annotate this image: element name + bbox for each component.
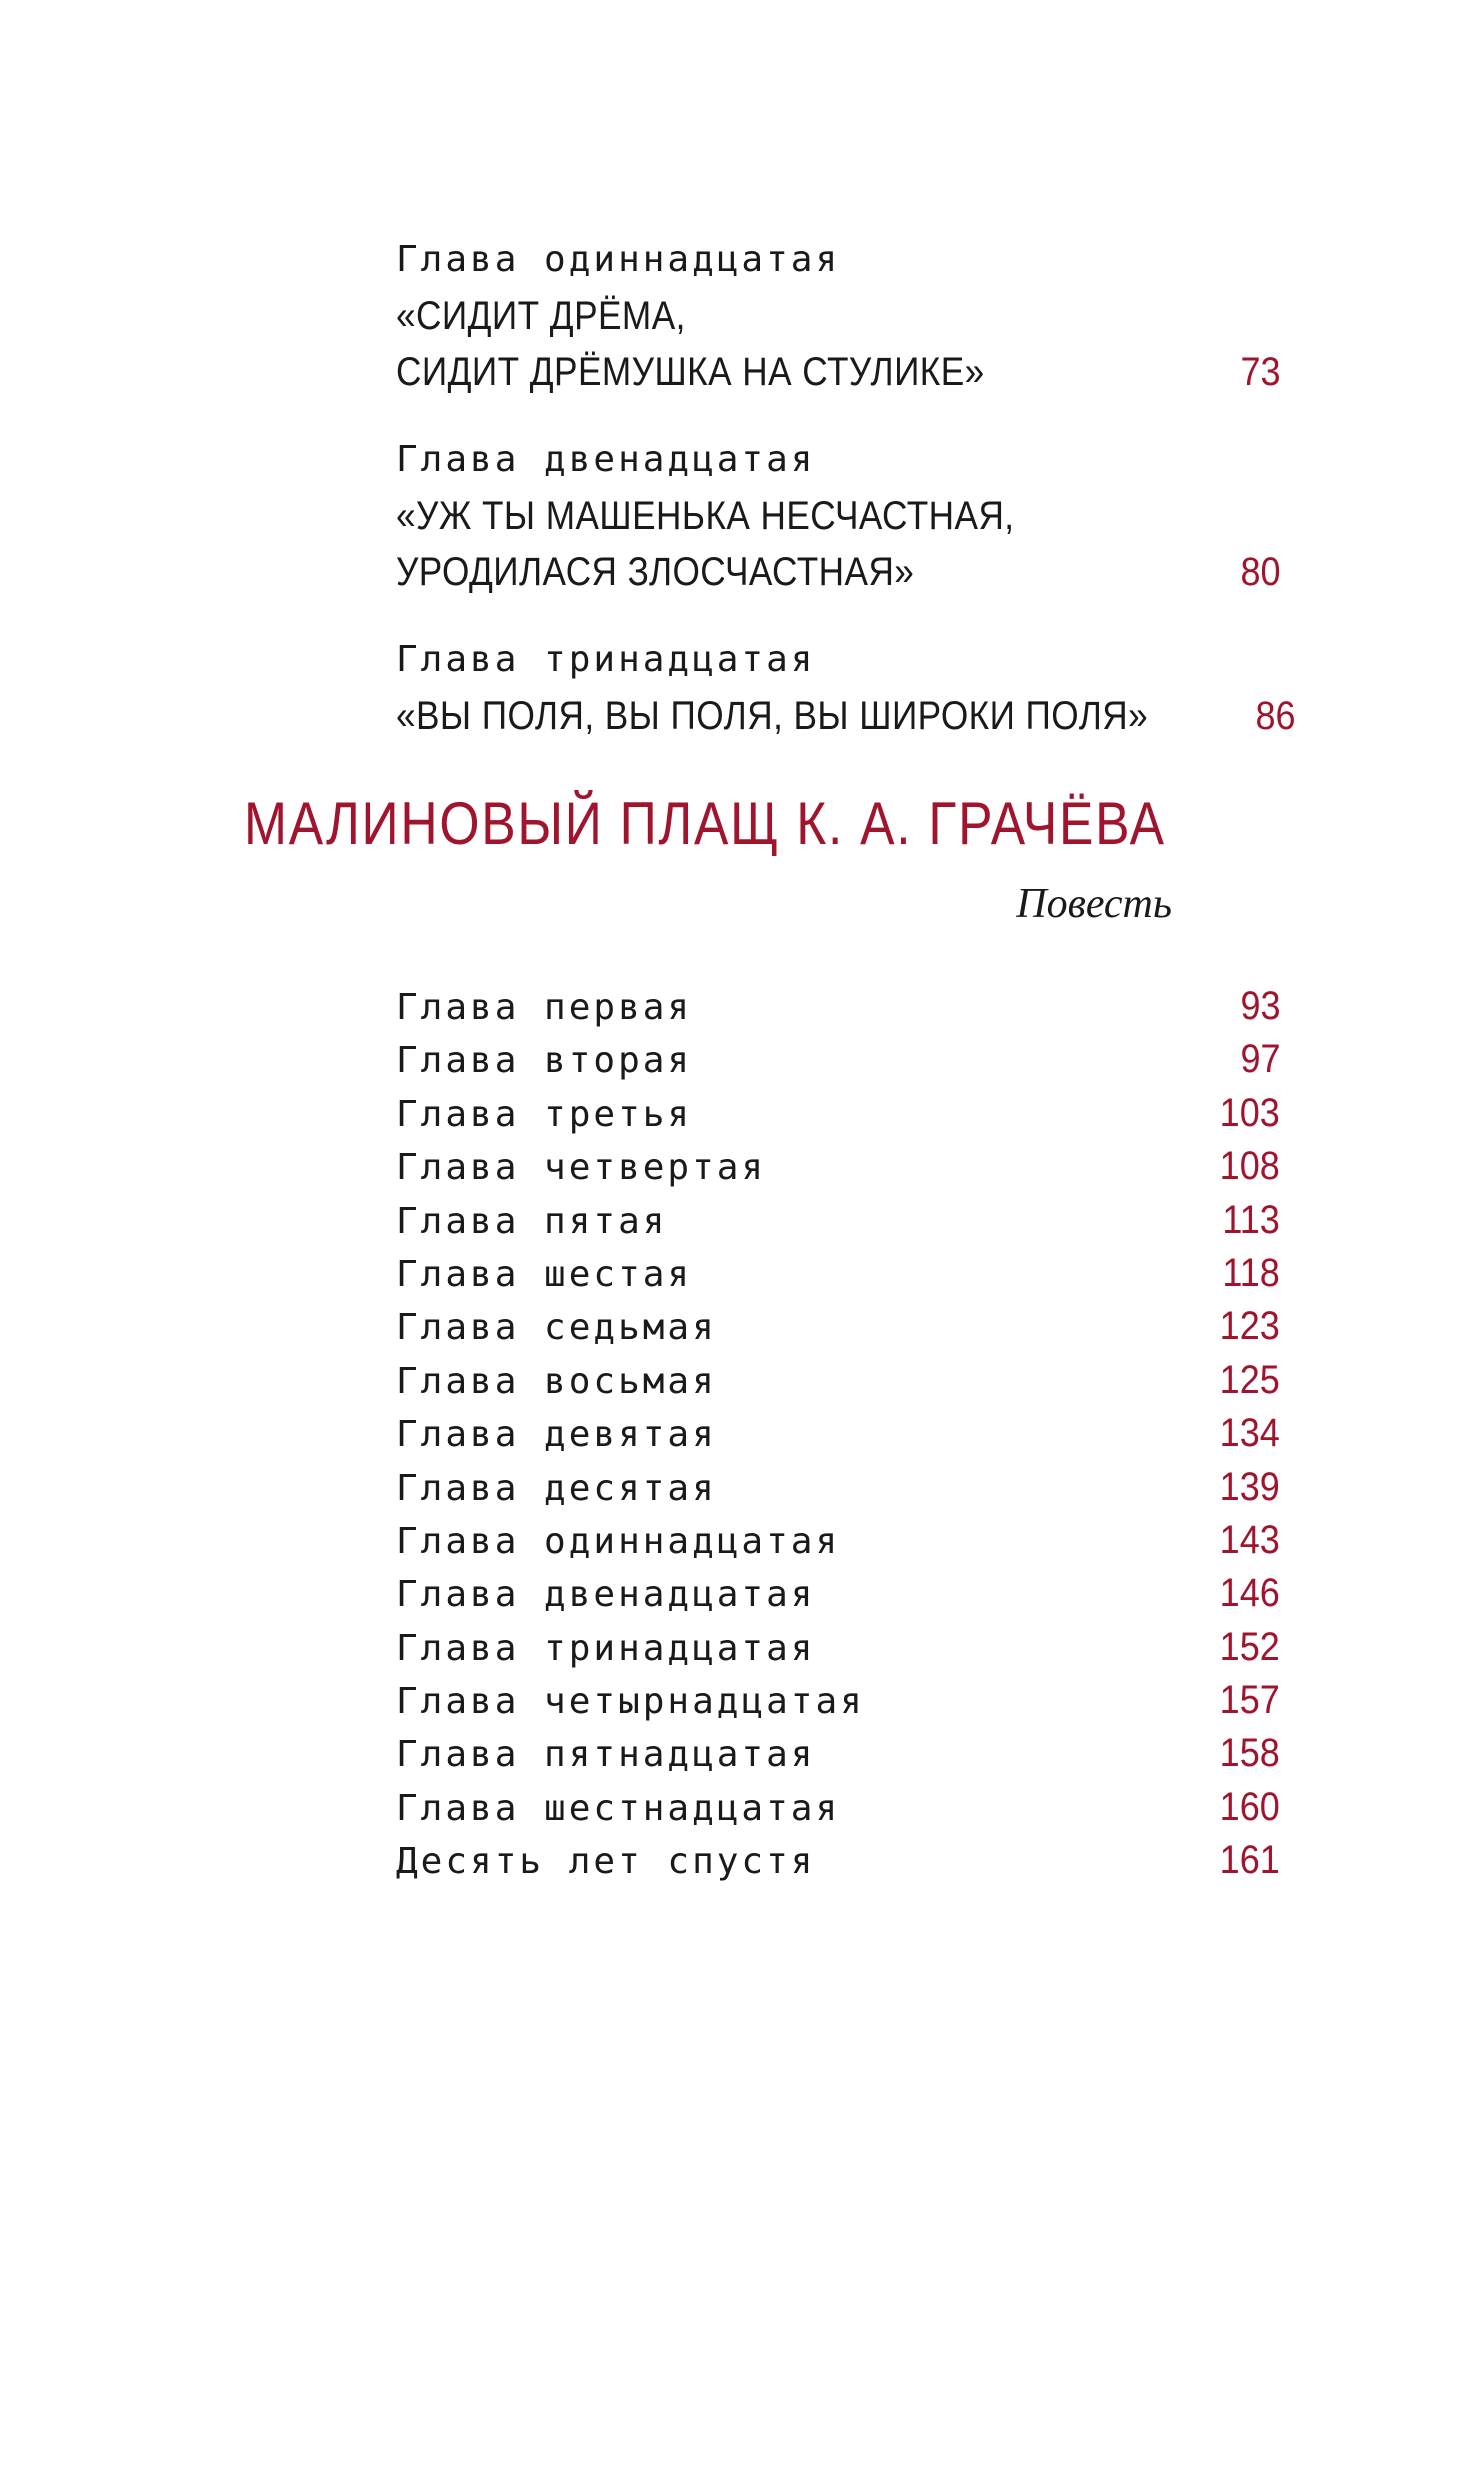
page-number: 158 xyxy=(1219,1731,1280,1776)
section-subtitle: Повесть xyxy=(1016,881,1172,927)
chapter-label: Глава первая xyxy=(396,987,693,1028)
toc-entry-chapter-11[interactable] xyxy=(396,232,1280,400)
chapter-title-line: УРОДИЛАСЯ ЗЛОСЧАСТНАЯ» xyxy=(396,550,915,594)
page-number: 157 xyxy=(1219,1678,1280,1723)
page-number: 139 xyxy=(1219,1464,1280,1509)
chapter-label: Глава десятая xyxy=(396,1467,717,1509)
toc-row[interactable] xyxy=(396,1674,1280,1727)
chapter-label: Глава двенадцатая xyxy=(396,439,816,480)
toc-row[interactable] xyxy=(396,1567,1280,1620)
page-number: 113 xyxy=(1222,1197,1280,1242)
toc-row[interactable] xyxy=(396,1140,1280,1193)
page-number: 80 xyxy=(1239,550,1280,594)
chapter-label: Глава седьмая xyxy=(396,1307,717,1349)
page-number: 103 xyxy=(1219,1090,1280,1135)
toc-row[interactable] xyxy=(396,1194,1280,1247)
previous-work-toc xyxy=(396,232,1296,776)
page-number: 125 xyxy=(1219,1357,1280,1402)
chapter-label: Глава пятая xyxy=(396,1200,668,1242)
chapter-label: Десять лет спустя xyxy=(396,1841,816,1883)
toc-row[interactable] xyxy=(396,1621,1280,1674)
chapter-label: Глава девятая xyxy=(396,1414,717,1456)
chapter-title-line: «СИДИТ ДРЁМА, xyxy=(396,294,686,338)
chapter-label: Глава третья xyxy=(396,1093,693,1135)
toc-entry-chapter-12[interactable] xyxy=(396,432,1280,600)
page-number: 123 xyxy=(1219,1304,1280,1349)
chapter-label: Глава четвертая xyxy=(396,1147,767,1189)
toc-row[interactable] xyxy=(396,1247,1280,1300)
toc-row[interactable] xyxy=(396,1087,1280,1140)
section-title: МАЛИНОВЫЙ ПЛАЩ К. А. ГРАЧЁВА xyxy=(244,790,1166,857)
page-number: 160 xyxy=(1219,1784,1280,1829)
toc-row[interactable] xyxy=(396,1514,1280,1567)
page-number: 118 xyxy=(1222,1250,1280,1295)
chapter-label: Глава шестнадцатая xyxy=(396,1787,841,1829)
chapter-title-line: «ВЫ ПОЛЯ, ВЫ ПОЛЯ, ВЫ ШИРОКИ ПОЛЯ» xyxy=(396,694,1149,738)
toc-row[interactable] xyxy=(396,980,1280,1033)
title-row xyxy=(396,288,1280,344)
page-number: 161 xyxy=(1219,1838,1280,1883)
toc-row[interactable] xyxy=(396,1727,1280,1780)
page-number: 97 xyxy=(1239,1037,1280,1082)
chapter-label: Глава четырнадцатая xyxy=(396,1681,865,1723)
toc-row[interactable] xyxy=(396,1461,1280,1514)
title-row xyxy=(396,344,1280,400)
chapter-label: Глава вторая xyxy=(396,1040,693,1082)
chapter-label: Глава тринадцатая xyxy=(396,639,816,680)
toc-row[interactable] xyxy=(396,1407,1280,1460)
page-number: 108 xyxy=(1219,1144,1280,1189)
page-number: 152 xyxy=(1219,1624,1280,1669)
title-row xyxy=(396,544,1280,600)
page-number: 134 xyxy=(1219,1411,1280,1456)
toc-row[interactable] xyxy=(396,1834,1280,1887)
toc-row[interactable] xyxy=(396,1033,1280,1086)
chapter-label: Глава пятнадцатая xyxy=(396,1734,816,1776)
toc-row[interactable] xyxy=(396,1781,1280,1834)
title-row xyxy=(396,688,1296,744)
toc-entry-chapter-13[interactable] xyxy=(396,632,1296,744)
page-number: 146 xyxy=(1219,1571,1280,1616)
chapter-label: Глава одиннадцатая xyxy=(396,1520,841,1562)
page-number: 73 xyxy=(1239,350,1280,394)
chapter-list xyxy=(396,980,1280,1888)
page-number: 93 xyxy=(1239,984,1280,1028)
page-number: 86 xyxy=(1255,694,1296,738)
chapter-title-line: СИДИТ ДРЁМУШКА НА СТУЛИКЕ» xyxy=(396,350,985,394)
chapter-label: Глава тринадцатая xyxy=(396,1627,816,1669)
title-row xyxy=(396,488,1280,544)
chapter-label: Глава шестая xyxy=(396,1253,693,1295)
chapter-label: Глава восьмая xyxy=(396,1360,717,1402)
toc-row[interactable] xyxy=(396,1300,1280,1353)
chapter-label: Глава одиннадцатая xyxy=(396,239,841,280)
chapter-label: Глава двенадцатая xyxy=(396,1574,816,1616)
toc-row[interactable] xyxy=(396,1354,1280,1407)
page-number: 143 xyxy=(1219,1517,1280,1562)
chapter-title-line: «УЖ ТЫ МАШЕНЬКА НЕСЧАСТНАЯ, xyxy=(396,494,1015,538)
